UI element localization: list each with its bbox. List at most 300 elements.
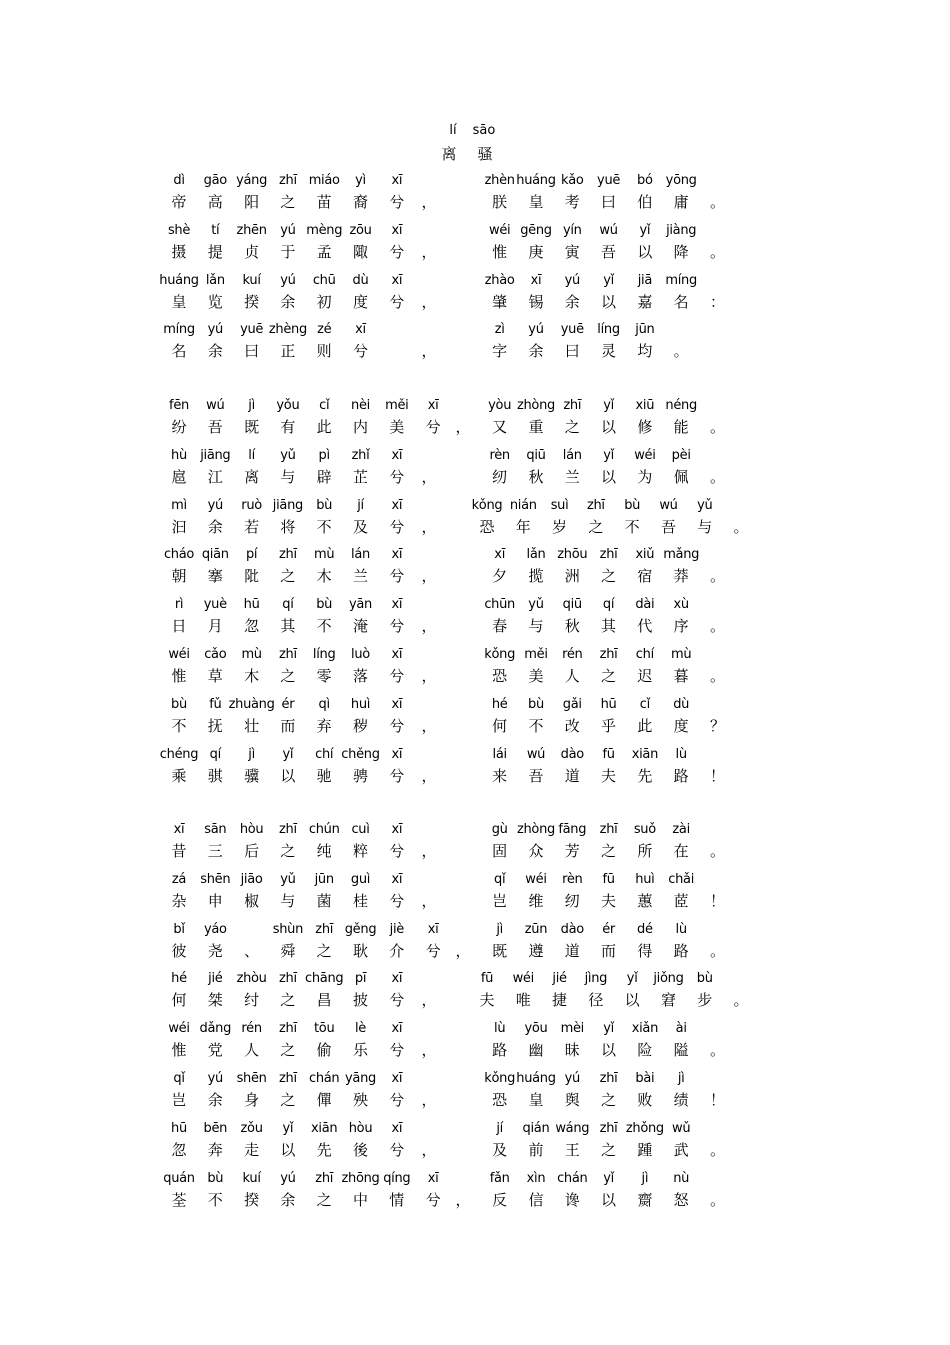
left-hanzi: 椒	[244, 892, 260, 910]
right-punctuation: ：	[709, 293, 725, 311]
right-hanzi: 与	[697, 518, 713, 536]
left-pinyin: chāng	[305, 971, 344, 986]
right-hanzi: 昧	[564, 1041, 580, 1059]
left-pinyin: jiāng	[272, 498, 303, 513]
right-pinyin: fǎn	[489, 1171, 510, 1186]
right-punctuation: ！	[709, 892, 725, 910]
right-pinyin: yǐ	[603, 398, 614, 413]
right-pinyin: wǔ	[672, 1121, 691, 1136]
left-hanzi: 而	[280, 717, 296, 735]
left-hanzi: 芷	[352, 468, 369, 486]
left-hanzi: 壮	[244, 717, 260, 735]
right-pinyin: yōng	[665, 173, 697, 188]
left-hanzi: 既	[244, 418, 260, 436]
left-pinyin: shùn	[272, 922, 304, 937]
right-hanzi: 径	[588, 991, 604, 1009]
left-hanzi: 菌	[316, 892, 332, 910]
left-pinyin: qì	[318, 697, 330, 712]
left-hanzi: 余	[207, 518, 223, 536]
left-pinyin: jūn	[314, 872, 334, 887]
right-punctuation: 。	[709, 193, 725, 211]
left-punctuation: ，	[421, 892, 437, 910]
right-pinyin: qiū	[526, 448, 546, 463]
right-hanzi: 道	[564, 767, 580, 785]
right-hanzi: 之	[601, 1091, 617, 1109]
left-hanzi: 之	[280, 567, 296, 585]
right-pinyin: nù	[673, 1171, 690, 1186]
left-hanzi: 裔	[352, 193, 369, 211]
right-hanzi: 人	[564, 667, 580, 685]
left-hanzi: 草	[207, 667, 223, 685]
verse-line	[0, 747, 950, 795]
left-pinyin: xī	[391, 273, 403, 288]
left-pinyin: xī	[391, 223, 403, 238]
left-pinyin: sān	[204, 822, 227, 837]
right-hanzi: 以	[601, 1041, 617, 1059]
left-hanzi: 兮	[389, 518, 405, 536]
right-pinyin: wáng	[555, 1121, 590, 1136]
right-pinyin: líng	[597, 322, 620, 337]
left-pinyin: yǒu	[276, 398, 300, 413]
left-punctuation: ，	[421, 842, 437, 860]
left-hanzi: 兮	[389, 1141, 405, 1159]
left-pinyin: zhī	[279, 1021, 297, 1036]
left-pinyin: mèng	[306, 223, 343, 238]
left-hanzi: 兮	[389, 991, 405, 1009]
right-punctuation: 。	[733, 518, 749, 536]
verse-line	[0, 173, 950, 221]
left-hanzi: 惟	[171, 1041, 187, 1059]
right-pinyin: lù	[675, 922, 687, 937]
left-hanzi: 情	[389, 1191, 405, 1209]
left-hanzi: 兮	[389, 1041, 405, 1059]
right-pinyin: chūn	[484, 597, 515, 612]
left-pinyin: chéng	[159, 747, 199, 762]
left-hanzi: 兮	[389, 567, 405, 585]
left-pinyin: yāng	[345, 1071, 376, 1086]
right-pinyin: wéi	[634, 448, 656, 463]
right-hanzi: 此	[637, 717, 653, 735]
left-hanzi: 揆	[244, 1191, 260, 1209]
left-pinyin: yáo	[203, 922, 227, 937]
left-pinyin: jiāo	[240, 872, 263, 887]
right-hanzi: 反	[492, 1191, 508, 1209]
left-pinyin: qiān	[201, 547, 229, 562]
left-pinyin: xī	[391, 173, 403, 188]
right-pinyin: yuē	[597, 173, 621, 188]
left-punctuation: ，	[421, 293, 437, 311]
right-hanzi: 寅	[564, 243, 580, 261]
right-pinyin: zhī	[599, 1071, 618, 1086]
left-punctuation: ，	[421, 1091, 437, 1109]
left-hanzi: 兮	[425, 942, 441, 960]
right-pinyin: dài	[635, 597, 655, 612]
left-hanzi: 离	[244, 468, 260, 486]
left-punctuation: ，	[455, 942, 471, 960]
left-punctuation: ，	[455, 418, 471, 436]
left-pinyin: jiè	[389, 922, 404, 937]
left-hanzi: 汩	[171, 518, 187, 536]
left-punctuation: ，	[455, 1191, 471, 1209]
right-pinyin: chí	[635, 647, 654, 662]
left-hanzi: 乘	[171, 767, 187, 785]
right-hanzi: 夕	[492, 567, 508, 585]
left-hanzi: 粹	[352, 842, 369, 860]
right-hanzi: 以	[601, 1191, 617, 1209]
left-hanzi: 与	[280, 892, 296, 910]
left-hanzi: 不	[316, 518, 332, 536]
left-hanzi: 披	[352, 991, 369, 1009]
right-hanzi: 武	[673, 1141, 689, 1159]
right-pinyin: fū	[602, 872, 615, 887]
right-pinyin: wéi	[512, 971, 534, 986]
right-hanzi: 不	[624, 518, 640, 536]
right-hanzi: 所	[637, 842, 653, 860]
left-pinyin: chán	[308, 1071, 340, 1086]
left-pinyin: zhǐ	[351, 448, 370, 463]
left-pinyin: cuì	[351, 822, 370, 837]
left-pinyin: líng	[312, 647, 336, 662]
left-pinyin: xī	[391, 448, 403, 463]
right-pinyin: lán	[562, 448, 582, 463]
left-pinyin: luò	[351, 647, 370, 662]
right-pinyin: jì	[641, 1171, 649, 1186]
right-hanzi: 谗	[564, 1191, 580, 1209]
right-pinyin: yǐ	[626, 971, 638, 986]
left-pinyin: hòu	[239, 822, 264, 837]
right-punctuation: 。	[709, 243, 725, 261]
left-hanzi: 岂	[171, 1091, 187, 1109]
left-hanzi: 兮	[389, 842, 405, 860]
left-hanzi: 偷	[316, 1041, 332, 1059]
right-hanzi: 修	[637, 418, 653, 436]
left-hanzi: 以	[280, 767, 296, 785]
left-hanzi: 零	[316, 667, 332, 685]
right-pinyin: yōu	[524, 1021, 548, 1036]
right-hanzi: 在	[673, 842, 689, 860]
left-pinyin: wéi	[168, 1021, 190, 1036]
right-pinyin: gēng	[520, 223, 552, 238]
left-hanzi: 纣	[244, 991, 260, 1009]
title-hanzi-1: 离	[441, 145, 457, 163]
right-pinyin: mǎng	[663, 547, 700, 562]
right-hanzi: 及	[492, 1141, 508, 1159]
left-hanzi: 申	[207, 892, 223, 910]
left-pinyin: fǔ	[209, 697, 222, 712]
left-punctuation: ，	[421, 567, 437, 585]
right-pinyin: wéi	[488, 223, 511, 238]
left-pinyin: zhī	[279, 173, 297, 188]
verse-line	[0, 922, 950, 970]
right-pinyin: wú	[526, 747, 546, 762]
right-hanzi: 曰	[564, 342, 580, 360]
right-hanzi: 洲	[564, 567, 580, 585]
left-pinyin: bǐ	[173, 922, 185, 937]
right-pinyin: yú	[564, 1071, 580, 1086]
left-hanzi: 不	[171, 717, 187, 735]
left-hanzi: 兮	[352, 342, 369, 360]
right-hanzi: 之	[601, 667, 617, 685]
left-pinyin: zhēn	[236, 223, 267, 238]
right-pinyin: mèi	[560, 1021, 584, 1036]
right-pinyin: měi	[524, 647, 548, 662]
left-hanzi: 之	[280, 1041, 296, 1059]
verse-line	[0, 697, 950, 745]
right-pinyin: zhī	[586, 498, 605, 513]
left-pinyin: zōu	[349, 223, 372, 238]
left-pinyin: jì	[248, 398, 255, 413]
left-hanzi: 秽	[352, 717, 369, 735]
left-pinyin: xī	[391, 547, 403, 562]
left-hanzi: 驰	[316, 767, 332, 785]
right-hanzi: 先	[637, 767, 653, 785]
left-hanzi: 僤	[316, 1091, 332, 1109]
right-hanzi: 岁	[552, 518, 568, 536]
right-pinyin: bù	[528, 697, 544, 712]
right-pinyin: bó	[637, 173, 653, 188]
right-hanzi: 锡	[528, 293, 544, 311]
left-pinyin: ér	[281, 697, 295, 712]
left-pinyin: qí	[282, 597, 294, 612]
left-hanzi: 杂	[171, 892, 187, 910]
right-pinyin: míng	[665, 273, 697, 288]
verse-line	[0, 971, 950, 1019]
left-hanzi: 兮	[389, 767, 405, 785]
left-hanzi: 阳	[244, 193, 260, 211]
right-pinyin: bài	[635, 1071, 655, 1086]
left-pinyin: jiāng	[200, 448, 231, 463]
right-pinyin: rèn	[562, 872, 583, 887]
left-hanzi: 骥	[244, 767, 260, 785]
left-hanzi: 荃	[171, 1191, 187, 1209]
verse-line	[0, 872, 950, 920]
left-pinyin: fēn	[169, 398, 189, 413]
right-hanzi: 纫	[492, 468, 508, 486]
left-hanzi: 名	[171, 342, 187, 360]
left-pinyin: gěng	[344, 922, 377, 937]
left-hanzi: 扈	[171, 468, 187, 486]
right-hanzi: 能	[673, 418, 689, 436]
left-pinyin: dù	[352, 273, 369, 288]
right-pinyin: yuē	[560, 322, 584, 337]
right-pinyin: suǒ	[633, 822, 656, 837]
left-pinyin: tōu	[313, 1021, 335, 1036]
right-pinyin: zhī	[599, 822, 618, 837]
left-hanzi: 党	[207, 1041, 223, 1059]
left-hanzi: 余	[207, 342, 223, 360]
left-pinyin: dǎng	[199, 1021, 232, 1036]
verse-line	[0, 273, 950, 321]
left-hanzi: 兮	[389, 1091, 405, 1109]
left-hanzi: 不	[316, 617, 332, 635]
left-punctuation: ，	[421, 617, 437, 635]
left-hanzi: 兰	[352, 567, 369, 585]
left-hanzi: 中	[352, 1191, 369, 1209]
left-pinyin: zhī	[279, 971, 297, 986]
right-punctuation: 。	[709, 418, 725, 436]
left-pinyin: jì	[248, 747, 255, 762]
left-pinyin: zá	[171, 872, 187, 887]
right-pinyin: fū	[602, 747, 615, 762]
right-pinyin: wú	[659, 498, 678, 513]
right-pinyin: qǐ	[494, 872, 506, 887]
right-hanzi: 考	[564, 193, 580, 211]
left-pinyin: yú	[280, 223, 296, 238]
right-punctuation: 。	[709, 468, 725, 486]
left-pinyin: huáng	[159, 273, 199, 288]
right-hanzi: 均	[637, 342, 653, 360]
right-hanzi: 蕙	[637, 892, 653, 910]
right-pinyin: zhèn	[484, 173, 515, 188]
left-pinyin: nèi	[351, 398, 370, 413]
left-pinyin: pì	[318, 448, 330, 463]
right-hanzi: 之	[601, 842, 617, 860]
left-hanzi: 不	[207, 1191, 223, 1209]
left-pinyin: chún	[308, 822, 340, 837]
left-pinyin: zhī	[279, 1071, 297, 1086]
right-punctuation: 。	[709, 617, 725, 635]
left-pinyin: xī	[391, 1121, 403, 1136]
left-pinyin: bù	[316, 597, 333, 612]
right-hanzi: 美	[528, 667, 544, 685]
left-pinyin: dì	[173, 173, 185, 188]
left-pinyin: xī	[391, 647, 403, 662]
left-pinyin: jí	[357, 498, 364, 513]
left-hanzi: 正	[280, 342, 296, 360]
left-hanzi: 将	[280, 518, 296, 536]
left-hanzi: 与	[280, 468, 296, 486]
left-pinyin: ruò	[241, 498, 262, 513]
right-hanzi: 险	[637, 1041, 653, 1059]
right-hanzi: 宿	[637, 567, 653, 585]
left-hanzi: 贞	[244, 243, 260, 261]
left-hanzi: 耿	[352, 942, 369, 960]
left-punctuation: ，	[421, 767, 437, 785]
right-pinyin: xiǔ	[635, 547, 655, 562]
verse-line	[0, 498, 950, 546]
right-hanzi: 齌	[637, 1191, 653, 1209]
left-hanzi: 有	[280, 418, 296, 436]
right-hanzi: 序	[673, 617, 689, 635]
left-pinyin: bù	[316, 498, 333, 513]
title-hanzi-2: 骚	[477, 145, 493, 163]
right-pinyin: zhòng	[516, 398, 555, 413]
right-hanzi: 捷	[552, 991, 568, 1009]
right-punctuation: 。	[673, 342, 689, 360]
verse-line	[0, 597, 950, 645]
left-hanzi: 何	[171, 991, 187, 1009]
right-hanzi: 佩	[673, 468, 689, 486]
right-pinyin: chǎi	[668, 872, 695, 887]
left-hanzi: 惟	[171, 667, 187, 685]
left-pinyin: měi	[385, 398, 409, 413]
right-pinyin: zhǒng	[625, 1121, 664, 1136]
left-hanzi: 提	[207, 243, 223, 261]
right-hanzi: 皇	[528, 1091, 544, 1109]
right-pinyin: pèi	[671, 448, 691, 463]
right-hanzi: 何	[492, 717, 508, 735]
left-pinyin: wú	[206, 398, 225, 413]
right-pinyin: jìng	[584, 971, 608, 986]
right-hanzi: 秋	[564, 617, 580, 635]
right-pinyin: yǐ	[603, 1171, 614, 1186]
left-pinyin: pī	[354, 971, 367, 986]
left-hanzi: 曰	[244, 342, 260, 360]
left-hanzi: 吾	[207, 418, 223, 436]
right-pinyin: cǐ	[639, 697, 650, 712]
left-hanzi: 兮	[389, 717, 405, 735]
right-pinyin: xiū	[635, 398, 655, 413]
right-pinyin: jí	[496, 1121, 503, 1136]
right-hanzi: 恐	[479, 518, 495, 536]
left-pinyin: míng	[163, 322, 195, 337]
left-hanzi: 余	[280, 293, 296, 311]
left-punctuation: ，	[421, 468, 437, 486]
left-pinyin: xī	[391, 822, 403, 837]
left-hanzi: 忽	[171, 1141, 187, 1159]
left-pinyin: tí	[211, 223, 220, 238]
left-pinyin: lán	[351, 547, 370, 562]
left-pinyin: xī	[391, 1021, 403, 1036]
right-hanzi: 为	[637, 468, 653, 486]
right-pinyin: dào	[560, 747, 584, 762]
left-punctuation: ，	[421, 991, 437, 1009]
right-hanzi: 唯	[515, 991, 531, 1009]
left-hanzi: 骋	[352, 767, 369, 785]
left-pinyin: wéi	[168, 647, 190, 662]
right-pinyin: qí	[602, 597, 615, 612]
left-pinyin: yǔ	[280, 448, 296, 463]
left-punctuation: ，	[421, 342, 437, 360]
right-hanzi: 信	[528, 1191, 544, 1209]
right-hanzi: 之	[564, 418, 580, 436]
right-pinyin: xù	[673, 597, 689, 612]
left-pinyin: mù	[314, 547, 335, 562]
right-pinyin: yǐ	[603, 273, 614, 288]
right-hanzi: 揽	[528, 567, 544, 585]
right-pinyin: lái	[492, 747, 507, 762]
right-hanzi: 兰	[564, 468, 580, 486]
left-hanzi: 此	[316, 418, 332, 436]
right-hanzi: 固	[492, 842, 508, 860]
right-hanzi: 路	[673, 942, 689, 960]
left-hanzi: 美	[389, 418, 405, 436]
left-punctuation: ，	[421, 667, 437, 685]
left-hanzi: 乐	[352, 1041, 369, 1059]
left-hanzi: 兮	[389, 193, 405, 211]
left-hanzi: 忽	[244, 617, 260, 635]
right-pinyin: lǎn	[526, 547, 546, 562]
right-hanzi: 茝	[673, 892, 689, 910]
right-hanzi: 之	[601, 1141, 617, 1159]
right-punctuation: 。	[733, 991, 749, 1009]
left-hanzi: 辟	[316, 468, 332, 486]
right-hanzi: 之	[601, 567, 617, 585]
left-pinyin: hù	[171, 448, 187, 463]
right-hanzi: 夫	[601, 767, 617, 785]
right-hanzi: 步	[697, 991, 713, 1009]
right-hanzi: 幽	[528, 1041, 544, 1059]
right-pinyin: jì	[496, 922, 503, 937]
left-hanzi: 纯	[316, 842, 332, 860]
left-pinyin: zǒu	[240, 1121, 263, 1136]
right-hanzi: 庸	[673, 193, 689, 211]
right-hanzi: 其	[601, 617, 617, 635]
left-hanzi: 苗	[316, 193, 332, 211]
right-hanzi: 前	[528, 1141, 544, 1159]
right-pinyin: xī	[530, 273, 542, 288]
left-pinyin: xī	[391, 498, 403, 513]
